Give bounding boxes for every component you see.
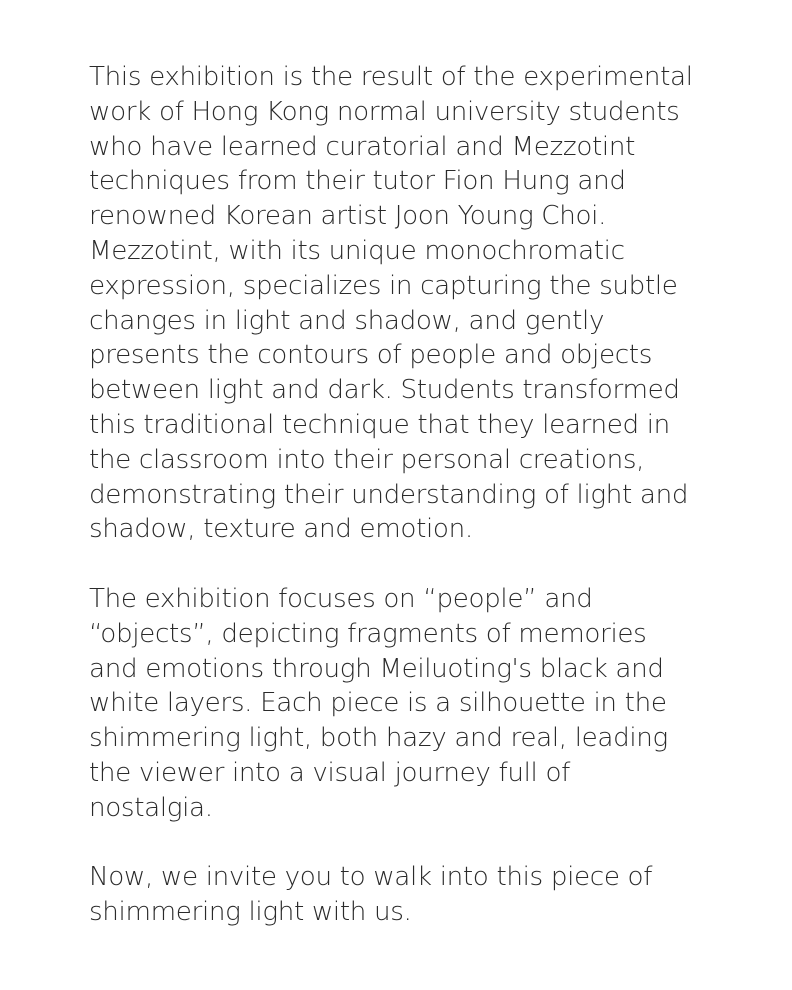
text-line: and emotions through Meiluoting's black and [89, 653, 664, 684]
text-line: this traditional technique that they learned in [89, 409, 670, 440]
text-line: renowned Korean artist Joon Young Choi. [89, 201, 607, 232]
text-line: the viewer into a visual journey full of [89, 757, 570, 788]
exhibition-statement [89, 60, 729, 930]
paragraph-intro [89, 60, 729, 547]
text-line: shadow, texture and emotion. [89, 514, 473, 545]
text-line: expression, specializes in capturing the subtle [89, 270, 678, 301]
text-line: techniques from their tutor Fion Hung and [89, 166, 626, 197]
text-line: work of Hong Kong normal university students [89, 96, 680, 127]
text-line: changes in light and shadow, and gently [89, 305, 605, 336]
text-line: who have learned curatorial and Mezzotint [89, 131, 635, 162]
text-line: the classroom into their personal creations, [89, 444, 645, 475]
text-line: Mezzotint, with its unique monochromatic [89, 235, 625, 266]
text-line: shimmering light, both hazy and real, leading [89, 723, 668, 754]
paragraph-invitation [89, 860, 729, 930]
paragraph-focus [89, 582, 729, 826]
text-line: “objects”, depicting fragments of memories [89, 618, 647, 649]
text-line: between light and dark. Students transformed [89, 375, 680, 406]
text-line: white layers. Each piece is a silhouette in the [89, 688, 667, 719]
text-line: shimmering light with us. [89, 897, 412, 928]
text-line: Now, we invite you to walk into this piece of [89, 862, 653, 893]
text-line: nostalgia. [89, 792, 213, 823]
text-line: The exhibition focuses on “people” and [89, 583, 593, 614]
text-line: presents the contours of people and objects [89, 340, 652, 371]
text-line: This exhibition is the result of the experimental [89, 62, 693, 92]
text-line: demonstrating their understanding of light and [89, 479, 689, 510]
